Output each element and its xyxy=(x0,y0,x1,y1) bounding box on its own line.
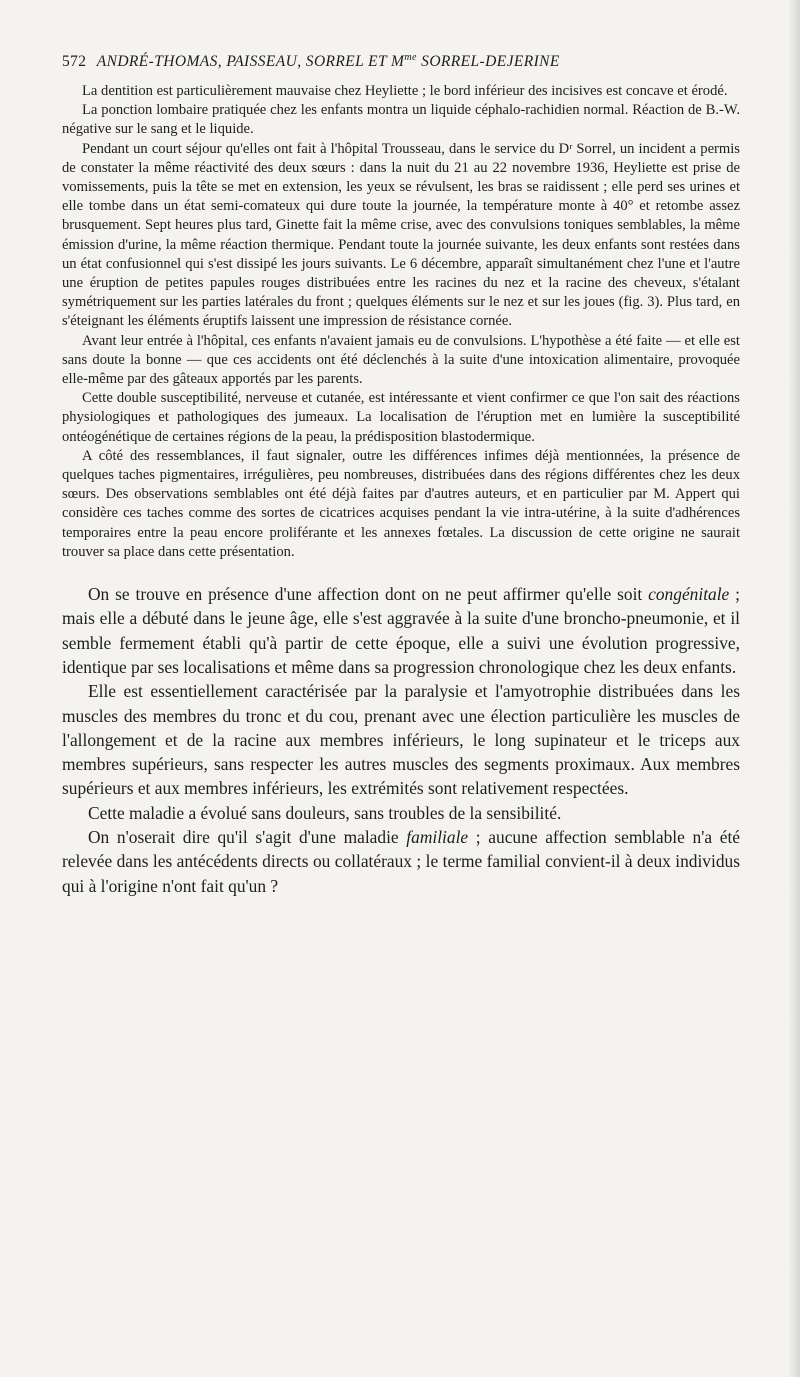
paragraph-dentition: La dentition est particulièrement mauvaise chez Heyliette ; le bord inférieur des incisives est concave et érodé. xyxy=(82,83,728,99)
running-title xyxy=(97,53,560,70)
paragraph-affection xyxy=(62,582,740,679)
running-title-sup: me xyxy=(404,51,417,63)
running-title-tail: SORREL-DEJERINE xyxy=(416,53,560,70)
paragraph-familiale-emphasis: familiale xyxy=(406,827,469,848)
paragraph-ressemblances: A côté des ressemblances, il faut signaler, outre les différences infimes déjà mentionnées, la présence de quelques taches pigmentaires, irrégulières, peu nombreuses, distribuées dans des régions différentes chez les deux sœurs. Des observations semblables ont été déjà faites par d'autres auteurs, et en particulier par M. Appert qui considère ces taches comme des sortes de cicatrices acquises pendant la vie intra-utérine, à la suite d'adhérences temporaires entre la peau encore proliférante et les annexes fœtales. La discussion de cette origine ne saurait trouver sa place dans cette présentation. xyxy=(62,447,740,560)
paragraph-familiale xyxy=(62,825,740,898)
page-edge-shadow xyxy=(788,0,800,1377)
paragraph-familiale-text-2: ; aucune affection semblable n'a été relevée dans les antécédents directs ou collatéraux ; le terme familial convient-il à deux individus qui à l'origine n'ont fait qu'un ? xyxy=(62,827,740,896)
paragraph-affection-emphasis: congénitale xyxy=(648,584,730,605)
paragraph-convulsions: Avant leur entrée à l'hôpital, ces enfants n'avaient jamais eu de convulsions. L'hypothèse a été faite — et elle est sans doute la bonne — que ces accidents ont été déclenchés à la suite d'une intoxication alimentaire, provoquée elle-même par des gâteaux apportés par les parents. xyxy=(62,332,740,388)
paragraph-paralysie: Elle est essentiellement caractérisée par la paralysie et l'amyotrophie distribuées dans les muscles des membres du tronc et du cou, prenant avec une élection particulière les muscles de l'allongement et de la racine aux membres inférieurs, le long supinateur et le triceps aux membres supérieurs, sans respecter les autres muscles des segments proximaux. Aux membres supérieurs et aux membres inférieurs, les extrémités sont relativement respectées. xyxy=(62,681,740,799)
page-number: 572 xyxy=(62,53,87,70)
paragraph-affection-text-1: On se trouve en présence d'une affection dont on ne peut affirmer qu'elle soit xyxy=(88,584,649,605)
paragraph-affection-text-2: ; mais elle a débuté dans le jeune âge, elle s'est aggravée à la suite d'une broncho-pneumonie, et il semble fermement établi qu'à partir de cette époque, elle a suivi une évolution progressive, identique par ses localisations et même dans sa progression chronologique chez les deux enfants. xyxy=(62,584,740,677)
paragraph-susceptibilite: Cette double susceptibilité, nerveuse et cutanée, est intéressante et vient confirmer ce que l'on sait des réactions physiologiques et pathologiques des jumeaux. La localisation de l'éruption met en lumière la susceptibilité ontéogénétique de certaines régions de la peau, la prédisposition blastodermique. xyxy=(62,390,740,445)
paragraph-incident: Pendant un court séjour qu'elles ont fait à l'hôpital Trousseau, dans le service du Dʳ Sorrel, un incident a permis de constater la même réactivité des deux sœurs : dans la nuit du 21 au 22 novembre 1936, Heyliette est prise de vomissements, puis la tête se met en extension, les yeux se révulsent, les bras se raidissent ; elle perd ses urines et elle tombe dans un état semi-comateux qui dure toute la journée, la température monte à 40° et retombe assez brusquement. Sept heures plus tard, Ginette fait la même crise, avec des convulsions toniques semblables, la même émission d'urine, la même réaction thermique. Pendant toute la journée suivante, les deux enfants sont restées dans un état confusionnel qui s'est dissipé les jours suivants. Le 6 décembre, apparaît simultanément chez l'une et l'autre une éruption de petites papules rouges distribuées entre les racines du nez et la racine des cheveux, s'étalant symétriquement sur les parties latérales du front ; quelques éléments sur le nez et sur les joues (fig. 3). Plus tard, en s'éteignant les éléments éruptifs laissent une impression de résistance cornée. xyxy=(62,140,740,330)
paragraph-evolution: Cette maladie a évolué sans douleurs, sans troubles de la sensibilité. xyxy=(88,802,562,823)
paragraph-ponction: La ponction lombaire pratiquée chez les enfants montra un liquide céphalo-rachidien normal. Réaction de B.-W. négative sur le sang et le liquide. xyxy=(62,102,740,138)
page xyxy=(62,50,740,898)
large-print-section xyxy=(62,582,740,898)
small-print-section xyxy=(62,82,740,562)
running-title-main: ANDRÉ-THOMAS, PAISSEAU, SORREL ET M xyxy=(96,53,405,70)
paragraph-familiale-text-1: On n'oserait dire qu'il s'agit d'une maladie xyxy=(88,827,407,848)
running-header xyxy=(62,50,740,74)
